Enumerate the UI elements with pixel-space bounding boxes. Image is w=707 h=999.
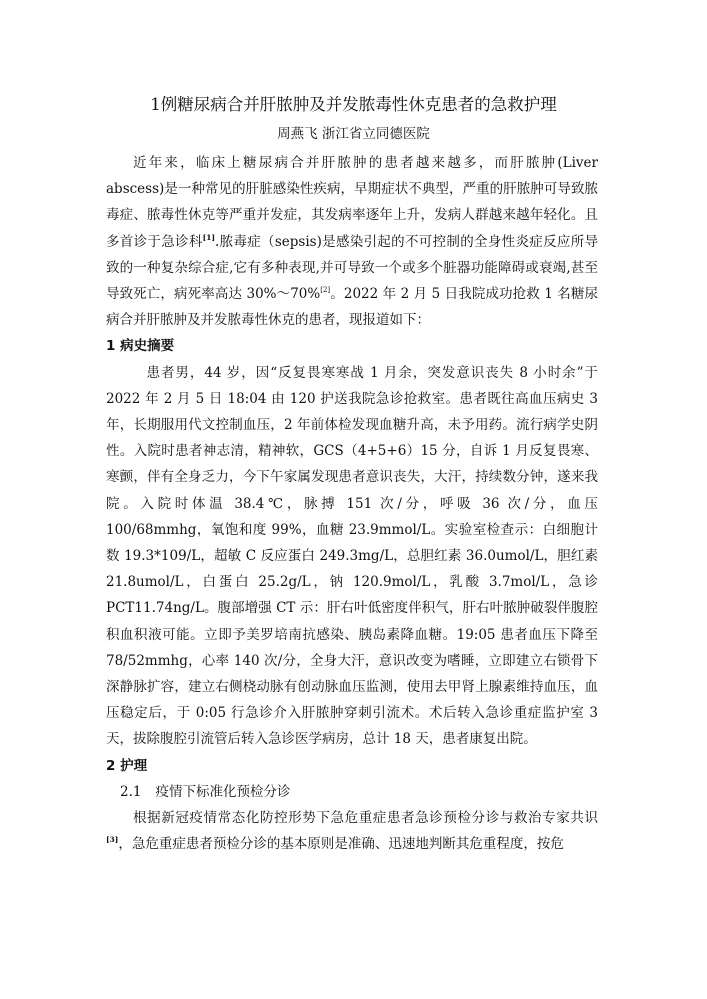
intro-text-3: 。2022 年 2 月 5 日我院成功抢救 1 名糖尿病合并肝脓肿及并发脓毒性休克的患者，现报道如下：	[106, 286, 598, 329]
subsection-title: 疫情下标准化预检分诊	[155, 783, 291, 800]
intro-paragraph	[106, 150, 598, 333]
article-body	[106, 150, 598, 857]
citation-3: [3]	[106, 835, 119, 845]
triage-paragraph	[106, 805, 598, 857]
section-2-heading: 2 护理	[106, 757, 148, 774]
citation-1: [1]	[202, 232, 215, 242]
subsection-2-1-heading	[106, 779, 598, 805]
section-1-heading: 1 病史摘要	[106, 338, 175, 355]
triage-text-2: ，急危重症患者预检分诊的基本原则是准确、迅速地判断其危重程度，按危	[118, 836, 564, 853]
intro-text-2: .脓毒症（sepsis)是感染引起的不可控制的全身性炎症反应所导致的一种复杂综合症,它有多种表现,并可导致一个或多个脏器功能障碍或衰竭,甚至导致死亡，病死率高达 30%～70%	[106, 233, 599, 303]
case-history-paragraph: 患者男，44 岁，因“反复畏寒寒战 1 月余，突发意识丧失 8 小时余”于 2022 年 2 月 5 日 18:04 由 120 护送我院急诊抢救室。患者既往高血压病史 3 年，长期服用代文控制血压，2 年前体检发现血糖升高，未予用药。流行病学史阴性。入院时患者神志清，精神软，GCS（4+5+6）15 分，自诉 1 月反复畏寒、寒颤，伴有全身乏力，今下午家属发现患者意识丧失，大汗，持续数分钟，遂来我院。入院时体温 38.4℃，脉搏 151 次/分，呼吸 36 次/分，血压 100/68mmhg，氧饱和度 99%，血糖 23.9mmol/L。实验室检查示：白细胞计数 19.3*109/L，超敏 C 反应蛋白 249.3mg/L，总胆红素 36.0umol/L，胆红素 21.8umol/L，白蛋白 25.2g/L，钠 120.9mol/L，乳酸 3.7mol/L，急诊 PCT11.74ng/L。腹部增强 CT 示：肝右叶低密度伴积气，肝右叶脓肿破裂伴腹腔积血积液可能。立即予美罗培南抗感染、胰岛素降血糖。19:05 患者血压下降至 78/52mmhg，心率 140 次/分，全身大汗，意识改变为嗜睡，立即建立右锁骨下深静脉扩容，建立右侧桡动脉有创动脉血压监测，使用去甲肾上腺素维持血压，血压稳定后，于 0:05 行急诊介入肝脓肿穿刺引流术。术后转入急诊重症监护室 3 天，拔除腹腔引流管后转入急诊医学病房，总计 18 天，患者康复出院。	[106, 364, 598, 748]
intro-text-1: 近年来，临床上糖尿病合并肝脓肿的患者越来越多，而肝脓肿(Liver abscess)是一种常见的肝脏感染性疾病，早期症状不典型，严重的肝脓肿可导致脓毒症、脓毒性休克等严重并发症，其发病率逐年上升，发病人群越来越年轻化。且多首诊于急诊科	[106, 155, 598, 250]
citation-2: [2]	[320, 286, 331, 295]
article-title: 1例糖尿病合并肝脓肿及并发脓毒性休克患者的急救护理	[150, 95, 557, 114]
subsection-number: 2.1	[120, 783, 142, 800]
triage-text-1: 根据新冠疫情常态化防控形势下急危重症患者急诊预检分诊与救治专家共识	[133, 810, 598, 827]
author-affiliation: 周燕飞 浙江省立同德医院	[277, 126, 430, 142]
